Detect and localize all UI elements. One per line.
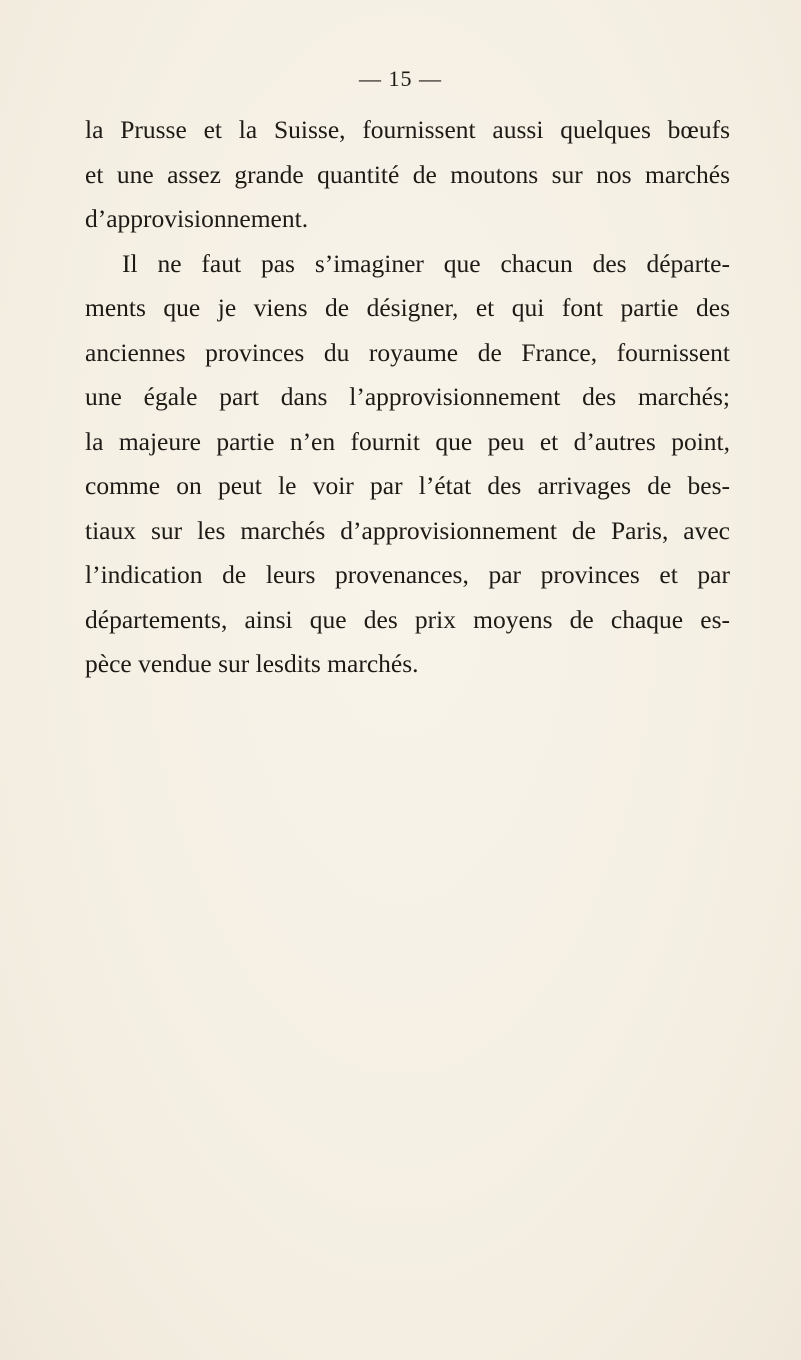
text-line: la majeure partie n’en fournit que peu et d’autres point, bbox=[85, 426, 730, 456]
text-line: l’indication de leurs provenances, par provinces et par bbox=[85, 560, 730, 589]
text-line: et une assez grande quantité de moutons sur nos marchés bbox=[85, 159, 730, 189]
page-number: — 15 — bbox=[359, 66, 442, 91]
text-line: d’approvisionnement. bbox=[85, 204, 309, 233]
text-line: tiaux sur les marchés d’approvisionnement de Paris, avec bbox=[85, 515, 730, 545]
text-line: ments que je viens de désigner, et qui font partie des bbox=[85, 293, 730, 322]
text-line: pèce vendue sur lesdits marchés. bbox=[85, 649, 419, 678]
body-text bbox=[85, 108, 730, 687]
text-line: comme on peut le voir par l’état des arrivages de bes- bbox=[85, 471, 730, 500]
text-line: la Prusse et la Suisse, fournissent aussi quelques bœufs bbox=[85, 115, 730, 144]
text-line: une égale part dans l’approvisionnement des marchés; bbox=[85, 382, 730, 411]
text-line: Il ne faut pas s’imaginer que chacun des départe- bbox=[122, 248, 730, 278]
text-line: départements, ainsi que des prix moyens de chaque es- bbox=[85, 604, 730, 634]
text-line: anciennes provinces du royaume de France, fournissent bbox=[85, 337, 730, 367]
